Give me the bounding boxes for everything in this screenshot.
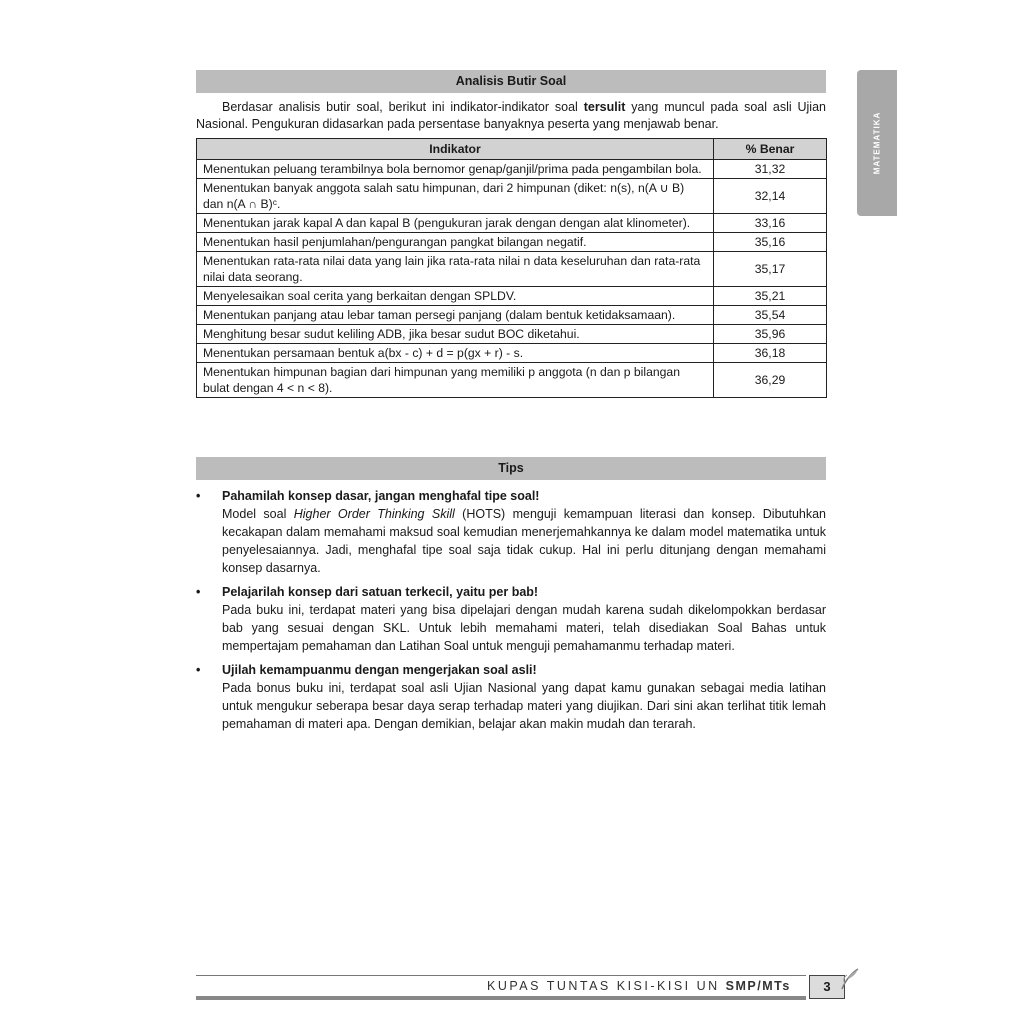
indikator-cell: Menentukan jarak kapal A dan kapal B (pengukuran jarak dengan dengan alat klinometer). xyxy=(197,214,714,233)
table-header-row xyxy=(197,139,827,160)
tip-body xyxy=(222,505,826,577)
indikator-cell: Menentukan persamaan bentuk a(bx - c) + d = p(gx + r) - s. xyxy=(197,344,714,363)
indikator-cell: Menentukan rata-rata nilai data yang lain jika rata-rata nilai n data keseluruhan dan rata-rata nilai data seorang. xyxy=(197,252,714,287)
footer-title xyxy=(487,979,791,993)
table-row xyxy=(197,344,827,363)
page-number: 3 xyxy=(809,975,845,999)
intro-text: Berdasar analisis butir soal, berikut ini indikator-indikator soal xyxy=(222,100,584,114)
page-ornament-icon xyxy=(836,965,862,995)
table-row xyxy=(197,160,827,179)
indikator-cell: Menentukan peluang terambilnya bola bernomor genap/ganjil/prima pada pengambilan bola. xyxy=(197,160,714,179)
indikator-cell: Menyelesaikan soal cerita yang berkaitan dengan SPLDV. xyxy=(197,287,714,306)
intro-emphasis: tersulit xyxy=(583,100,626,114)
tip-body-text: Model soal xyxy=(222,507,294,521)
benar-cell: 32,14 xyxy=(714,179,827,214)
tips-list xyxy=(196,487,826,739)
tip-body-italic: Higher Order Thinking Skill xyxy=(293,507,455,521)
footer-title-regular: KUPAS TUNTAS KISI-KISI UN xyxy=(487,979,726,993)
benar-cell: 35,17 xyxy=(714,252,827,287)
benar-cell: 31,32 xyxy=(714,160,827,179)
table-row xyxy=(197,233,827,252)
tip-item xyxy=(196,487,826,577)
tip-item xyxy=(196,583,826,655)
bullet-icon: • xyxy=(196,489,201,503)
table-row xyxy=(197,363,827,398)
section-header-analisis: Analisis Butir Soal xyxy=(196,70,826,93)
column-header-indikator: Indikator xyxy=(197,139,714,160)
tip-heading: Ujilah kemampuanmu dengan mengerjakan soal asli! xyxy=(222,663,537,677)
footer-line xyxy=(196,975,806,976)
indikator-cell: Menentukan hasil penjumlahan/pengurangan pangkat bilangan negatif. xyxy=(197,233,714,252)
tip-heading: Pahamilah konsep dasar, jangan menghafal tipe soal! xyxy=(222,489,540,503)
benar-cell: 35,21 xyxy=(714,287,827,306)
footer-line-thick xyxy=(196,996,806,1000)
table-row xyxy=(197,214,827,233)
benar-cell: 36,18 xyxy=(714,344,827,363)
side-tab-label: MATEMATIKA xyxy=(872,111,882,175)
benar-cell: 35,16 xyxy=(714,233,827,252)
table-row xyxy=(197,252,827,287)
side-tab xyxy=(857,70,897,216)
indikator-cell: Menentukan himpunan bagian dari himpunan yang memiliki p anggota (n dan p bilangan bulat dengan 4 < n < 8). xyxy=(197,363,714,398)
indikator-table xyxy=(196,138,827,398)
table-row xyxy=(197,179,827,214)
tip-item xyxy=(196,661,826,733)
table-row xyxy=(197,306,827,325)
tip-body-text: Pada bonus buku ini, terdapat soal asli Ujian Nasional yang dapat kamu gunakan sebagai media latihan untuk mengukur seberapa besar daya serap terhadap materi yang diujikan. Dari sini akan terlihat titik lemah pemahaman di materi apa. Dengan demikian, belajar akan makin mudah dan terarah. xyxy=(222,681,826,731)
tip-body xyxy=(222,601,826,655)
tip-body-text: (HOTS) menguji kemampuan literasi dan konsep. Dibutuhkan kecakapan dalam memahami maksud soal kemudian menerjemahkannya ke dalam model matematika untuk penyelesaiannya. Jadi, menghafal tipe soal saja tidak cukup. Hal ini perlu ditunjang dengan memahami konsep dasarnya. xyxy=(222,507,827,575)
footer-title-bold: SMP/MTs xyxy=(725,979,791,993)
section-header-tips: Tips xyxy=(196,457,826,480)
bullet-icon: • xyxy=(196,663,201,677)
benar-cell: 35,54 xyxy=(714,306,827,325)
intro-paragraph xyxy=(196,99,826,133)
tip-body-text: Pada buku ini, terdapat materi yang bisa dipelajari dengan mudah karena sudah dikelompokkan berdasar bab yang sesuai dengan SKL. Untuk lebih memahami materi, telah disediakan Soal Bahas untuk mempertajam pemahaman dan Latihan Soal untuk menguji pemahamanmu terhadap materi. xyxy=(222,603,826,653)
benar-cell: 36,29 xyxy=(714,363,827,398)
intro-text: yang muncul pada soal asli Ujian Nasional. Pengukuran didasarkan pada persentase banyaknya peserta yang menjawab benar. xyxy=(196,100,826,131)
indikator-cell: Menentukan panjang atau lebar taman persegi panjang (dalam bentuk ketidaksamaan). xyxy=(197,306,714,325)
tip-heading: Pelajarilah konsep dari satuan terkecil, yaitu per bab! xyxy=(222,585,539,599)
tip-body xyxy=(222,679,826,733)
column-header-benar: % Benar xyxy=(714,139,827,160)
benar-cell: 33,16 xyxy=(714,214,827,233)
benar-cell: 35,96 xyxy=(714,325,827,344)
indikator-cell: Menghitung besar sudut keliling ADB, jika besar sudut BOC diketahui. xyxy=(197,325,714,344)
table-row xyxy=(197,287,827,306)
bullet-icon: • xyxy=(196,585,201,599)
table-row xyxy=(197,325,827,344)
indikator-cell: Menentukan banyak anggota salah satu himpunan, dari 2 himpunan (diket: n(s), n(A ∪ B) dan n(A ∩ B)ᶜ. xyxy=(197,179,714,214)
